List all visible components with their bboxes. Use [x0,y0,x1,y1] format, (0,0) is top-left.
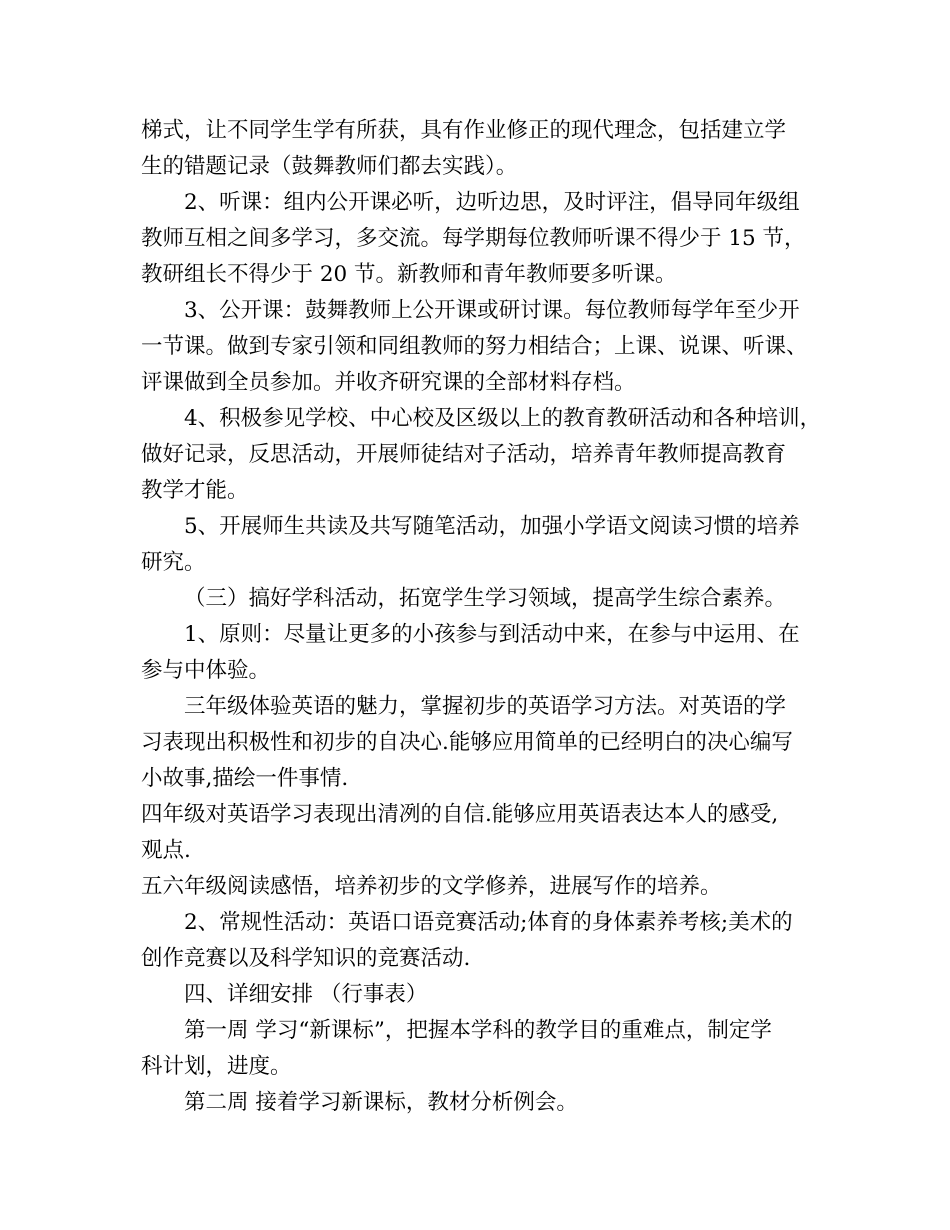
text-line: 研究。 [141,550,206,575]
schedule-line: 第二周 接着学习新课标，教材分析例会。 [184,1090,578,1115]
text-line: 习表现出积极性和初步的自决心.能够应用简单的已经明白的决心编写 [141,730,793,755]
text-line: 1、原则：尽量让更多的小孩参与到活动中来，在参与中运用、在 [184,622,800,647]
text-line: 4、积极参见学校、中心校及区级以上的教育教研活动和各种培训， [184,406,822,431]
text-line: 5、开展师生共读及共写随笔活动，加强小学语文阅读习惯的培养 [184,514,800,539]
text-line: 评课做到全员参加。并收齐研究课的全部材料存档。 [141,370,636,395]
text-line: 五六年级阅读感悟，培养初步的文学修养，进展写作的培养。 [141,874,722,899]
text-line: 一节课。做到专家引领和同组教师的努力相结合；上课、说课、听课、 [141,334,808,359]
text-line: 创作竞赛以及科学知识的竞赛活动. [141,946,471,971]
text-line: 生的错题记录（鼓舞教师们都去实践）。 [141,154,518,179]
text-line: 三年级体验英语的魅力，掌握初步的英语学习方法。对英语的学 [184,694,787,719]
text-line: 做好记录，反思活动，开展师徒结对子活动，培养青年教师提高教育 [141,442,787,467]
text-line: 梯式，让不同学生学有所获，具有作业修正的现代理念，包括建立学 [141,118,787,143]
text-line: 2、常规性活动：英语口语竞赛活动;体育的身体素养考核;美术的 [184,910,793,935]
text-line: 参与中体验。 [141,658,271,683]
text-line: 观点. [141,838,191,863]
text-line: 3、公开课：鼓舞教师上公开课或研讨课。每位教师每学年至少开 [184,298,800,323]
text-line: 教师互相之间多学习，多交流。每学期每位教师听课不得少于 15 节， [141,226,806,251]
text-line: 2、听课：组内公开课必听，边听边思，及时评注，倡导同年级组 [184,190,800,215]
text-line: 四年级对英语学习表现出清冽的自信.能够应用英语表达本人的感受, [141,802,779,827]
text-line: 教研组长不得少于 20 节。新教师和青年教师要多听课。 [141,262,677,287]
section-heading: （三）搞好学科活动，拓宽学生学习领域，提高学生综合素养。 [184,586,787,611]
text-line: 小故事,描绘一件事情. [141,766,349,791]
section-heading: 四、详细安排 （行事表） [184,982,428,1007]
text-line: 教学才能。 [141,478,249,503]
schedule-line: 科计划，进度。 [141,1054,292,1079]
schedule-line: 第一周 学习“新课标”，把握本学科的教学目的重难点，制定学 [184,1018,772,1043]
